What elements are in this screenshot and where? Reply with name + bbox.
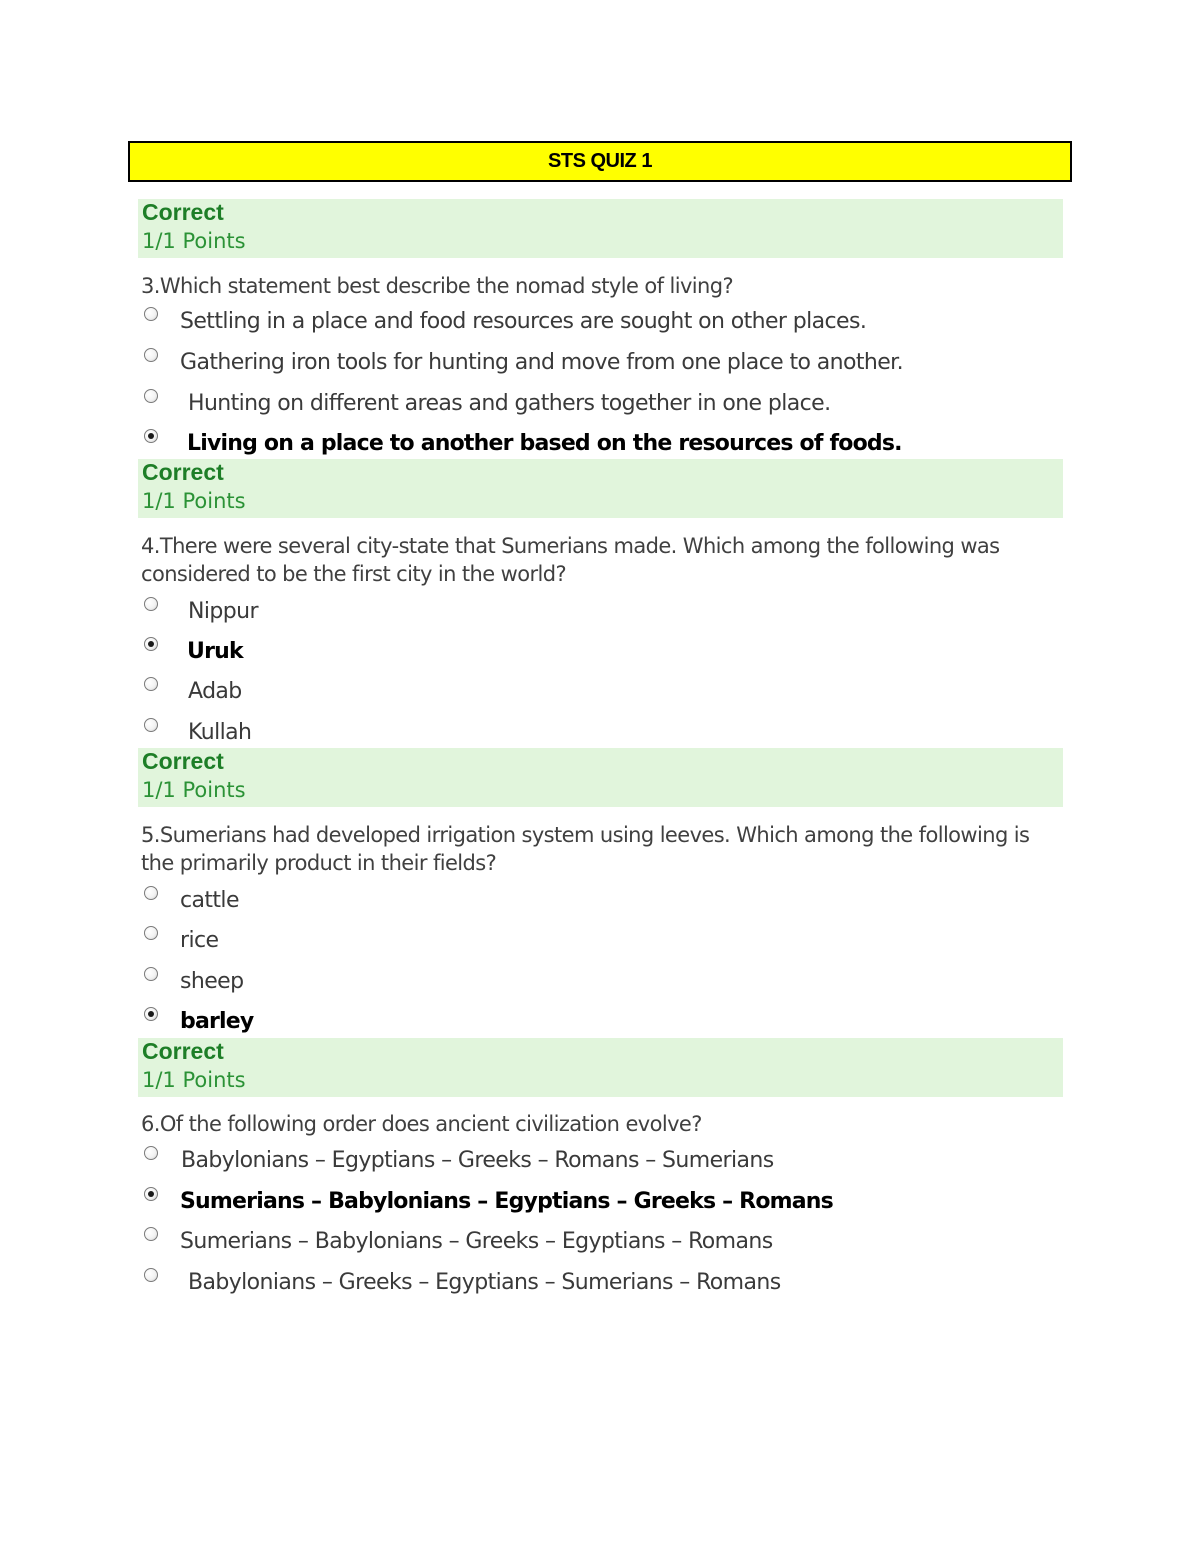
status-points: 1/1 Points xyxy=(142,1068,246,1092)
radio-button[interactable] xyxy=(144,389,158,403)
option-label: cattle xyxy=(180,888,239,913)
radio-button[interactable] xyxy=(144,1268,158,1282)
radio-button-checked[interactable] xyxy=(144,1187,158,1201)
radio-button[interactable] xyxy=(144,967,158,981)
option-label: Settling in a place and food resources are sought on other places. xyxy=(180,309,867,334)
status-points: 1/1 Points xyxy=(142,229,246,253)
option-label: Babylonians – Egyptians – Greeks – Romans – Sumerians xyxy=(181,1148,774,1173)
question-text: 5.Sumerians had developed irrigation system using leeves. Which among the following is the primarily product in their fields? xyxy=(141,823,1030,875)
status-points: 1/1 Points xyxy=(142,489,246,513)
option-label-selected: Uruk xyxy=(187,639,243,664)
status-points: 1/1 Points xyxy=(142,778,246,802)
radio-button[interactable] xyxy=(144,718,158,732)
option-label: Adab xyxy=(188,679,242,704)
radio-button[interactable] xyxy=(144,307,158,321)
option-label: Babylonians – Greeks – Egyptians – Sumerians – Romans xyxy=(188,1270,781,1295)
status-label: Correct xyxy=(142,1038,224,1064)
option-label: Nippur xyxy=(188,599,258,624)
question-text: 6.Of the following order does ancient civilization evolve? xyxy=(141,1112,702,1136)
option-label-selected: Sumerians – Babylonians – Egyptians – Greeks – Romans xyxy=(180,1189,833,1214)
option-label: Hunting on different areas and gathers together in one place. xyxy=(188,391,831,416)
radio-button-checked[interactable] xyxy=(144,429,158,443)
radio-button[interactable] xyxy=(144,1146,158,1160)
option-label: rice xyxy=(180,928,219,953)
result-status xyxy=(138,1038,1063,1097)
radio-button-checked[interactable] xyxy=(144,1007,158,1021)
status-label: Correct xyxy=(142,459,224,485)
option-label: Kullah xyxy=(188,720,252,745)
result-status xyxy=(138,199,1063,258)
radio-button[interactable] xyxy=(144,926,158,940)
option-label-selected: barley xyxy=(180,1009,254,1034)
status-label: Correct xyxy=(142,748,224,774)
option-label: sheep xyxy=(180,969,244,994)
status-label: Correct xyxy=(142,199,224,225)
option-label: Sumerians – Babylonians – Greeks – Egyptians – Romans xyxy=(180,1229,773,1254)
radio-button[interactable] xyxy=(144,1227,158,1241)
question-text: 3.Which statement best describe the nomad style of living? xyxy=(141,274,733,298)
radio-button[interactable] xyxy=(144,597,158,611)
option-label: Gathering iron tools for hunting and move from one place to another. xyxy=(180,350,904,375)
quiz-title: STS QUIZ 1 xyxy=(548,150,652,172)
radio-button[interactable] xyxy=(144,348,158,362)
result-status xyxy=(138,748,1063,807)
radio-button[interactable] xyxy=(144,677,158,691)
quiz-title-bar xyxy=(128,141,1072,182)
question-text: 4.There were several city-state that Sumerians made. Which among the following was considered to be the first city in the world? xyxy=(141,534,1000,586)
result-status xyxy=(138,459,1063,518)
radio-button-checked[interactable] xyxy=(144,637,158,651)
radio-button[interactable] xyxy=(144,886,158,900)
option-label-selected: Living on a place to another based on the resources of foods. xyxy=(187,431,902,456)
